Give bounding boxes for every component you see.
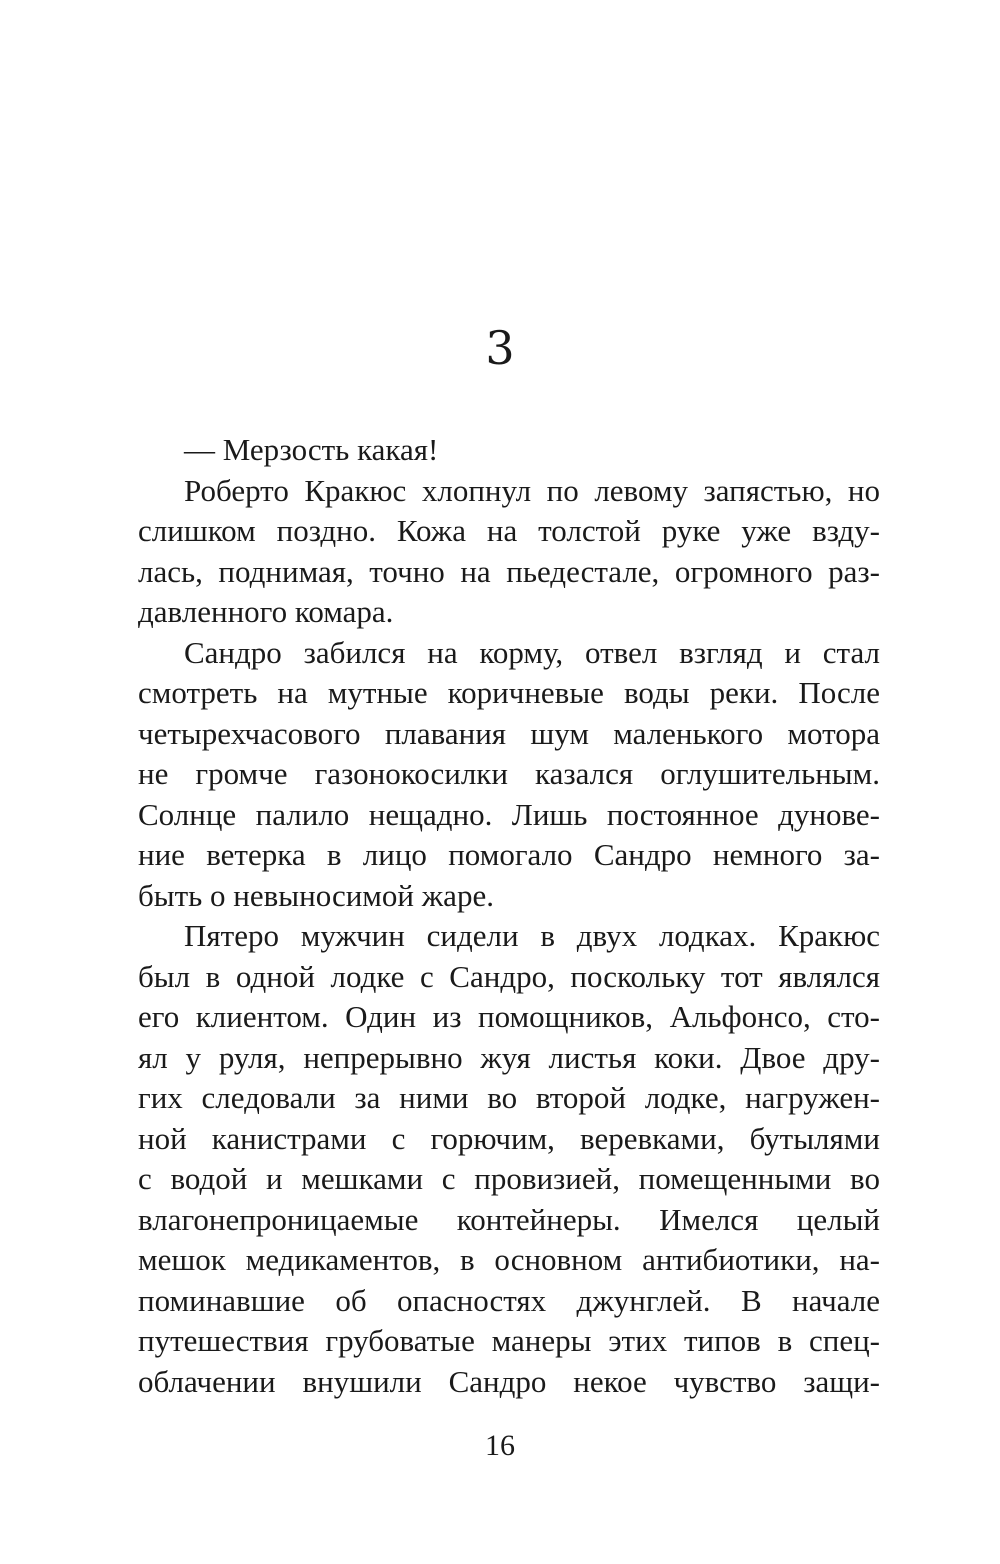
body-text [138,430,880,1402]
chapter-number: 3 [485,321,515,375]
text-line: — Мерзость какая! [184,432,439,467]
text-line: облачении внушили Сандро некое чувство защи- [138,1363,880,1399]
text-line: быть о невыносимой жаре. [138,877,494,913]
text-line: давленного комара. [138,594,394,629]
text-line: Солнце палило нещадно. Лишь постоянное дунове- [138,796,880,832]
text-line: смотреть на мутные коричневые воды реки. После [138,675,880,710]
text-line: Пятеро мужчин сидели в двух лодках. Кракюс [184,918,880,953]
text-line: Сандро забился на корму, отвел взгляд и стал [184,634,880,670]
text-line: путешествия грубоватые манеры этих типов в спец- [138,1323,880,1358]
text-line: гих следовали за ними во второй лодке, нагружен- [138,1080,880,1115]
text-line: лась, поднимая, точно на пьедестале, огромного раз- [138,553,880,589]
text-line: влагонепроницаемые контейнеры. Имелся целый [138,1201,880,1237]
page-number: 16 [485,1429,515,1462]
text-line: ние ветерка в лицо помогало Сандро немного за- [138,837,880,872]
text-line: мешок медикаментов, в основном антибиотики, на- [138,1242,880,1277]
text-line: ной канистрами с горючим, веревками, бутылями [138,1120,880,1156]
text-line: слишком поздно. Кожа на толстой руке уже взду- [138,513,880,548]
text-line: четырехчасового плавания шум маленького мотора [138,715,880,751]
text-line: ял у руля, непрерывно жуя листья коки. Двое дру- [138,1039,880,1075]
text-line: его клиентом. Один из помощников, Альфонсо, сто- [138,999,880,1034]
text-line: Роберто Кракюс хлопнул по левому запястью, но [184,472,880,508]
text-line: был в одной лодке с Сандро, поскольку тот являлся [138,958,880,994]
text-line: с водой и мешками с провизией, помещенными во [138,1161,880,1196]
text-line: поминавшие об опасностях джунглей. В начале [138,1282,880,1318]
text-line: не громче газонокосилки казался оглушительным. [138,756,880,791]
